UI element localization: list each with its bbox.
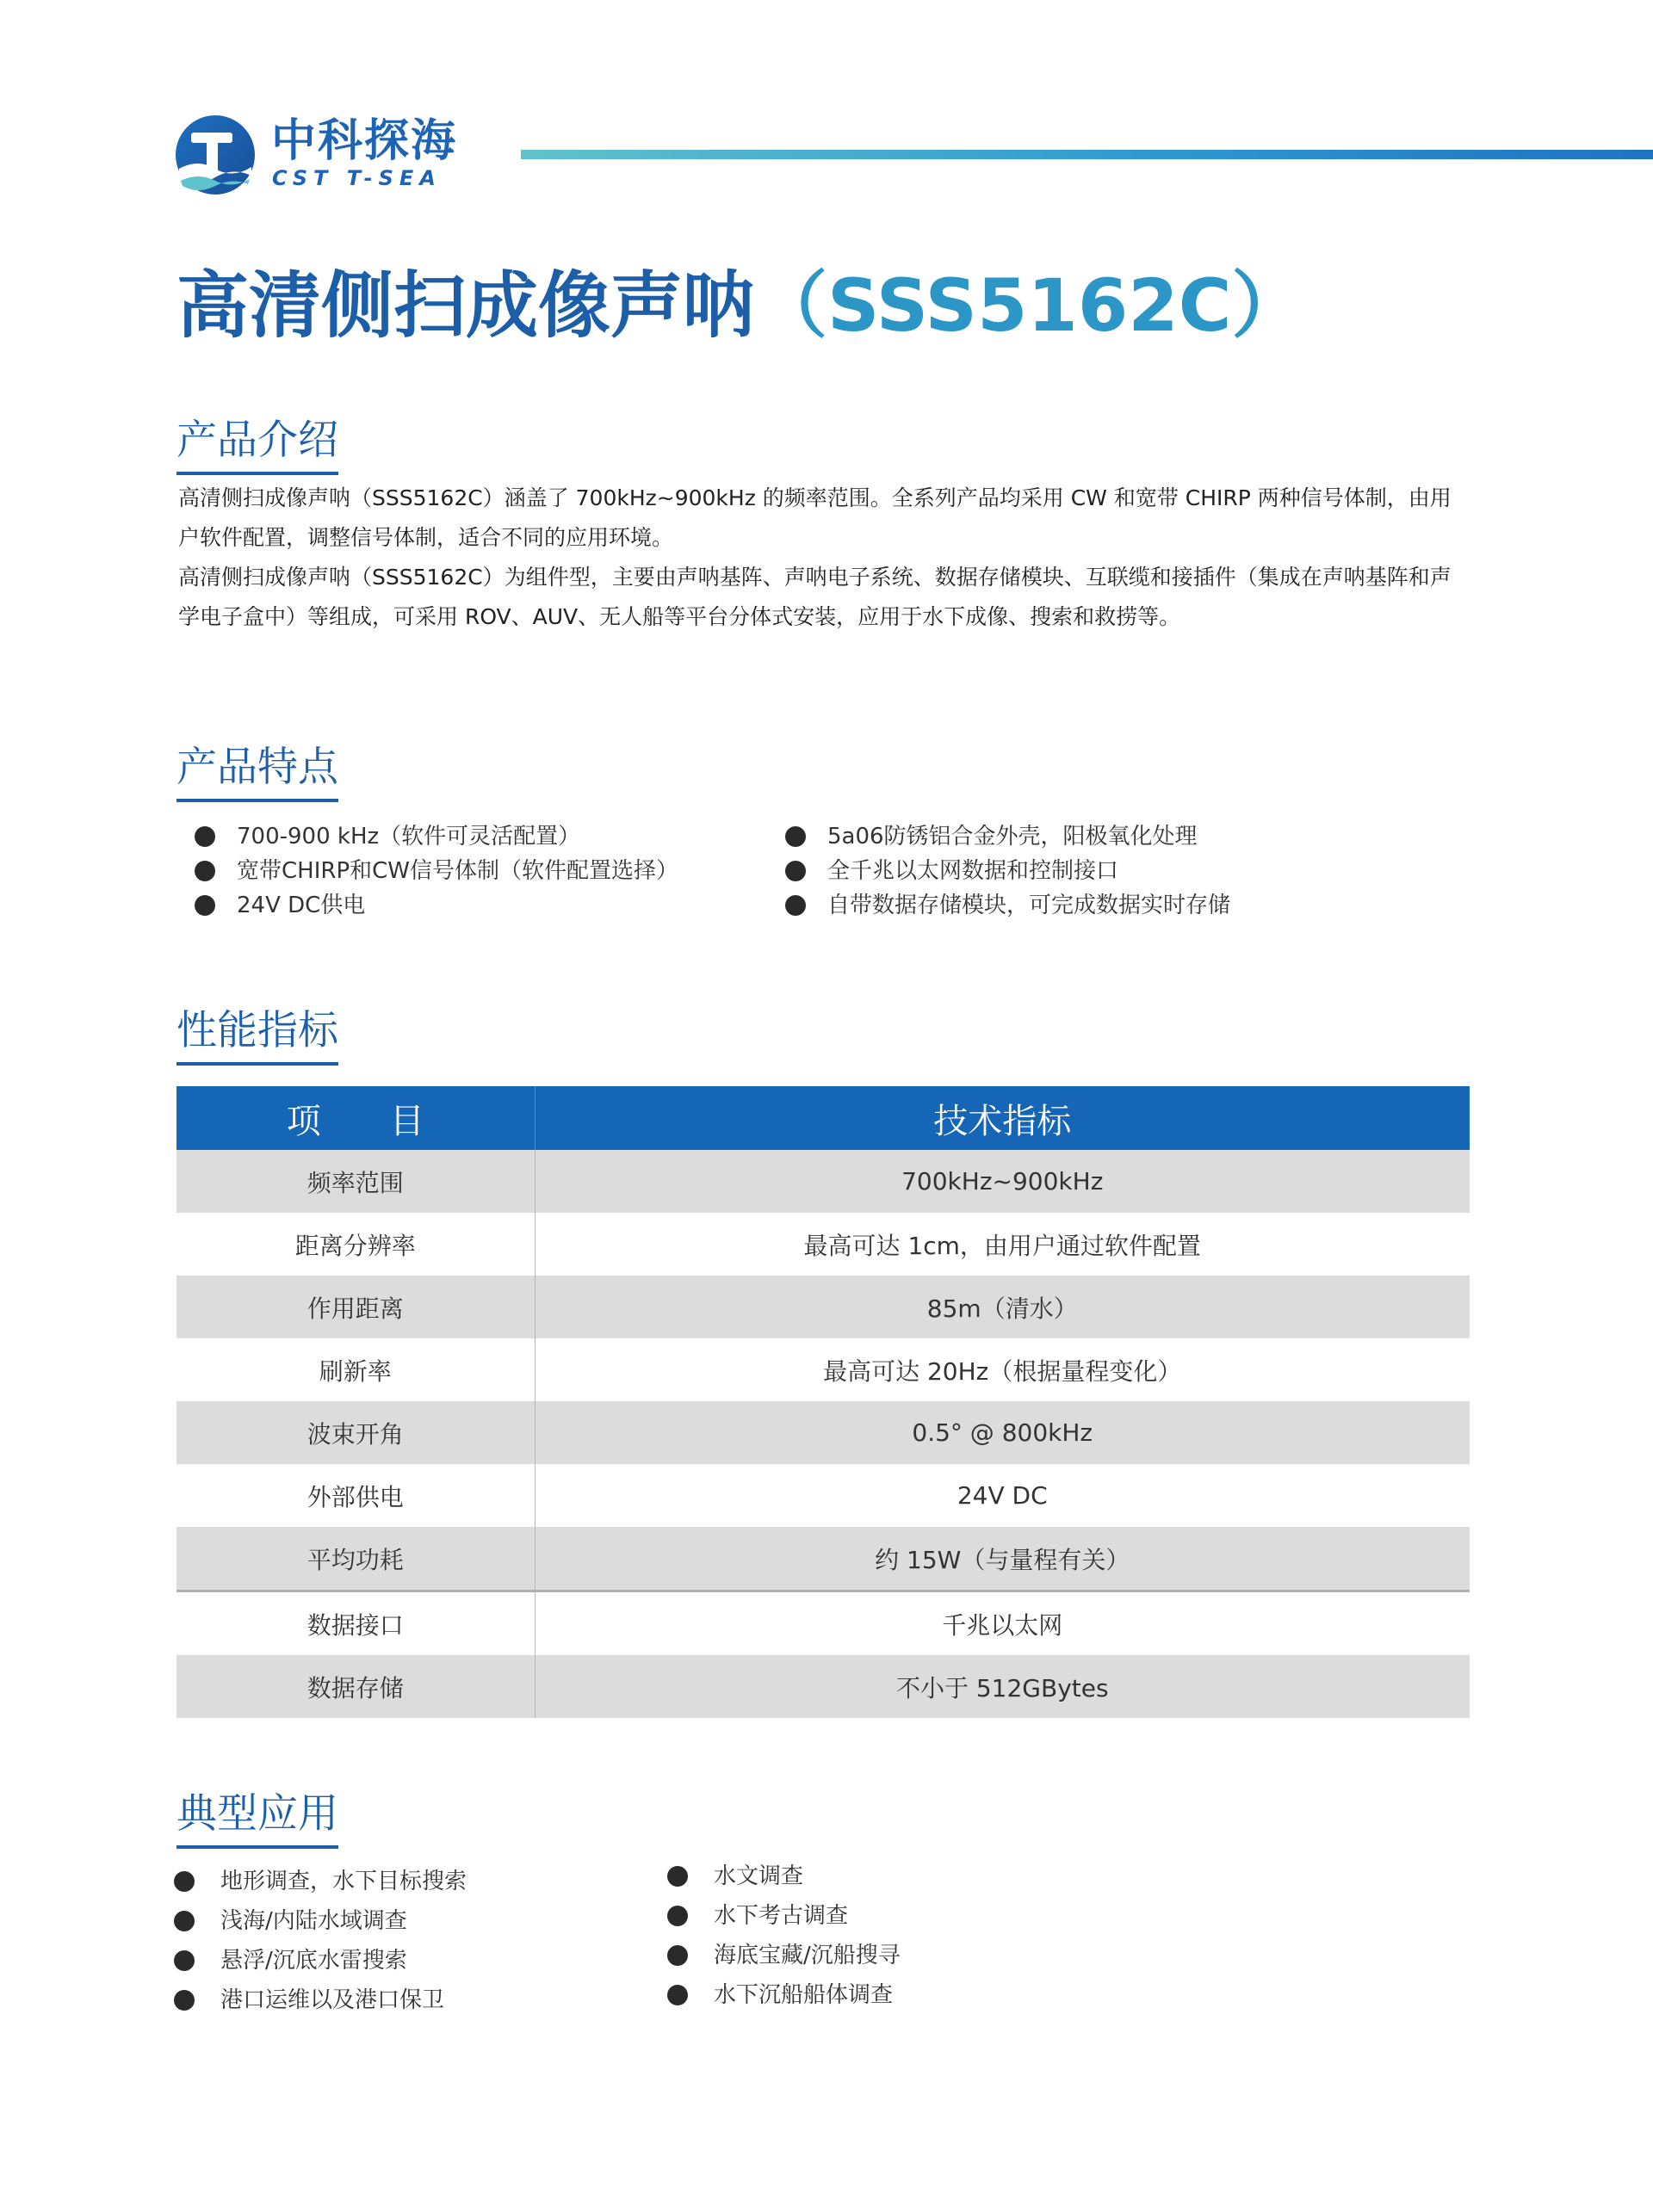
header-gradient-divider: [521, 150, 1653, 159]
list-item: 浅海/内陆水域调查: [174, 1901, 467, 1941]
table-row: [176, 1213, 1470, 1276]
bullet-icon: [667, 1906, 688, 1926]
bullet-icon: [174, 1871, 195, 1892]
table-row: [176, 1655, 1470, 1718]
spec-value: 700kHz~900kHz: [535, 1150, 1470, 1213]
applications-list-right: [667, 1857, 901, 2015]
list-item: 700-900 kHz（软件可灵活配置）: [176, 819, 678, 854]
bullet-icon: [785, 895, 806, 916]
list-item: 水下沉船船体调查: [667, 1975, 901, 2015]
list-item: 港口运维以及港口保卫: [174, 1980, 467, 2020]
spec-value: 最高可达 1cm，由用户通过软件配置: [803, 1231, 1201, 1260]
table-row: [176, 1150, 1470, 1213]
table-header-row: [176, 1086, 1470, 1150]
table-row: [176, 1276, 1470, 1338]
list-item: 水下考古调查: [667, 1896, 901, 1936]
spec-item: 波束开角: [176, 1401, 535, 1464]
spec-value: 最高可达 20Hz（根据量程变化）: [823, 1356, 1182, 1386]
list-item: 全千兆以太网数据和控制接口: [767, 854, 1230, 888]
product-name: 高清侧扫成像声呐: [176, 263, 756, 348]
bullet-icon: [195, 861, 215, 881]
list-item: 宽带CHIRP和CW信号体制（软件配置选择）: [176, 854, 678, 888]
spec-item: 距离分辨率: [176, 1213, 535, 1276]
spec-item: 刷新率: [176, 1338, 535, 1401]
table-row: [176, 1591, 1470, 1656]
brand-name-cn: 中科探海: [271, 115, 458, 167]
cst-tsea-logo-icon: [172, 112, 258, 198]
brand-name-en: CST T-SEA: [272, 166, 442, 190]
spec-value: 0.5° @ 800kHz: [535, 1401, 1470, 1464]
product-model: （SSS5162C）: [755, 263, 1304, 348]
bullet-icon: [667, 1985, 688, 2005]
bullet-icon: [667, 1866, 688, 1887]
bullet-icon: [195, 895, 215, 916]
specs-heading: 性能指标: [176, 1005, 338, 1066]
features-list-right: [767, 819, 1230, 923]
table-row: [176, 1464, 1470, 1527]
spec-item: 平均功耗: [176, 1527, 535, 1591]
spec-value: 不小于 512GBytes: [535, 1655, 1470, 1718]
list-item: 悬浮/沉底水雷搜索: [174, 1941, 467, 1980]
spec-value: 千兆以太网: [535, 1591, 1470, 1656]
spec-item: 作用距离: [176, 1276, 535, 1338]
page-title: [176, 258, 1303, 353]
intro-heading: 产品介绍: [176, 415, 338, 475]
applications-list-left: [174, 1862, 467, 2020]
spec-value: 85m（清水）: [535, 1276, 1470, 1338]
table-row: [176, 1527, 1470, 1591]
list-item: 海底宝藏/沉船搜寻: [667, 1936, 901, 1975]
table-row: [176, 1401, 1470, 1464]
spec-item: 数据存储: [176, 1655, 535, 1718]
bullet-icon: [174, 1990, 195, 2011]
bullet-icon: [195, 826, 215, 847]
column-header-item: 项 目: [176, 1086, 535, 1150]
list-item: 自带数据存储模块，可完成数据实时存储: [767, 888, 1230, 923]
intro-paragraph-2: 高清侧扫成像声呐（SSS5162C）为组件型，主要由声呐基阵、声呐电子系统、数据存储模块、互联缆和接插件（集成在声呐基阵和声学电子盒中）等组成，可采用 ROV、AUV、无人船等平台分体式安装，应用于水下成像、搜索和救捞等。: [178, 565, 1452, 629]
spec-value: 约 15W（与量程有关）: [535, 1527, 1470, 1591]
spec-item: 数据接口: [176, 1591, 535, 1656]
spec-item: 频率范围: [176, 1150, 535, 1213]
spec-value: 24V DC: [957, 1481, 1048, 1510]
list-item: 5a06防锈铝合金外壳，阳极氧化处理: [767, 819, 1230, 854]
features-list-left: [176, 819, 678, 923]
bullet-icon: [667, 1945, 688, 1966]
list-item: 水文调查: [667, 1857, 901, 1896]
bullet-icon: [174, 1911, 195, 1931]
applications-heading: 典型应用: [176, 1789, 338, 1849]
bullet-icon: [785, 826, 806, 847]
features-heading: 产品特点: [176, 742, 338, 802]
list-item: 地形调查，水下目标搜索: [174, 1862, 467, 1901]
bullet-icon: [785, 861, 806, 881]
intro-paragraph-1: 高清侧扫成像声呐（SSS5162C）涵盖了 700kHz~900kHz 的频率范围。全系列产品均采用 CW 和宽带 CHIRP 两种信号体制，由用户软件配置，调整信号体制，适合不同的应用环境。: [178, 485, 1452, 550]
intro-body: [178, 479, 1470, 637]
list-item: 24V DC供电: [176, 888, 678, 923]
bullet-icon: [174, 1950, 195, 1971]
table-row: [176, 1338, 1470, 1401]
spec-table: [176, 1086, 1470, 1718]
column-header-value: 技术指标: [535, 1086, 1470, 1150]
spec-item: 外部供电: [176, 1464, 535, 1527]
